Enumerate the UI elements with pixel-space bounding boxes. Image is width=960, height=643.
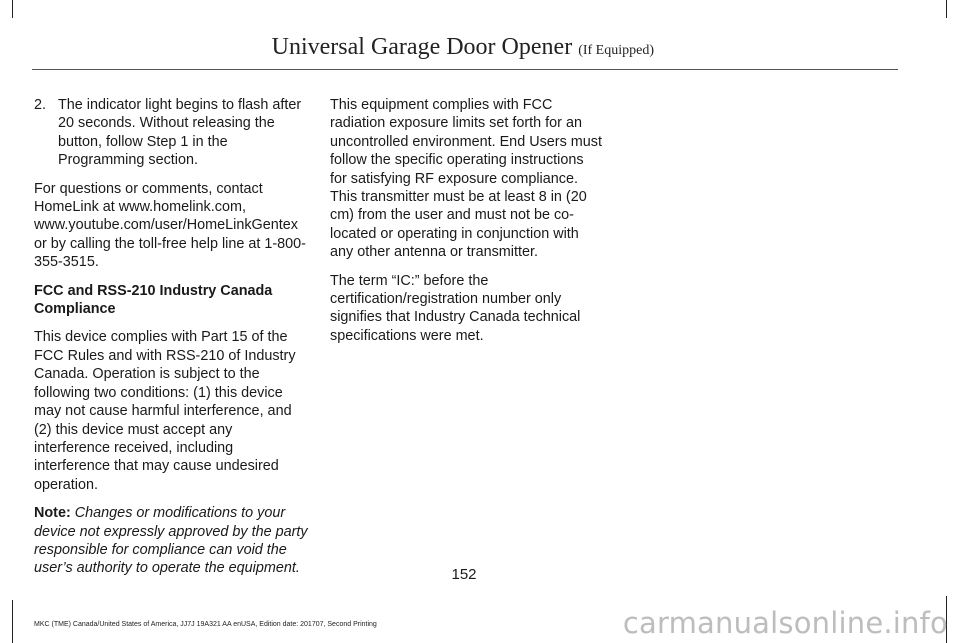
step-item [34,96,308,170]
page-number: 152 [451,566,477,583]
rf-exposure-paragraph: This equipment complies with FCC radiation exposure limits set forth for an uncontrolled environment. End Users must follow the specific operating instructions for satisfying RF exposure compliance. This transmitter must be at least 8 in (20 cm) from the user and must not be co-located or operating in conjunction with any other antenna or transmitter. [330,97,602,261]
header-title-text: Universal Garage Door Opener [271,34,573,60]
crop-mark-top-right [946,0,947,18]
right-column [330,96,602,355]
note-paragraph [34,504,308,578]
header-qualifier: (If Equipped) [578,43,654,58]
left-column [34,96,308,588]
header-rule [32,69,898,70]
compliance-paragraph: This device complies with Part 15 of the FCC Rules and with RSS-210 of Industry Canada. Operation is subject to the following two conditions: (1) this device may not cause harmful interference, and (2) this device must accept any interference received, including interference that may cause undesired operation. [34,329,296,493]
crop-mark-bottom-left [12,600,13,643]
note-label: Note: [34,505,71,522]
step-number: 2. [34,97,47,113]
watermark: carmanualsonline.info [622,606,948,640]
footer-edition-text: MKC (TME) Canada/United States of America, JJ7J 19A321 AA enUSA, Edition date: 201707, Second Printing [34,621,377,628]
step-text: The indicator light begins to flash after 20 seconds. Without releasing the button, follow Step 1 in the Programming section. [58,97,302,169]
page-header-title [272,34,654,61]
crop-mark-top-left [12,0,13,18]
ic-term-paragraph: The term “IC:” before the certification/registration number only signifies that Industry Canada technical specifications were met. [330,272,581,344]
section-heading: FCC and RSS-210 Industry Canada Compliance [34,282,273,318]
contact-paragraph: For questions or comments, contact HomeLink at www.homelink.com, www.youtube.com/user/HomeLinkGentex or by calling the toll-free help line at 1-800-355-3515. [34,180,306,271]
note-text: Changes or modifications to your device not expressly approved by the party responsible for compliance can void the user’s authority to operate the equipment. [34,505,308,577]
